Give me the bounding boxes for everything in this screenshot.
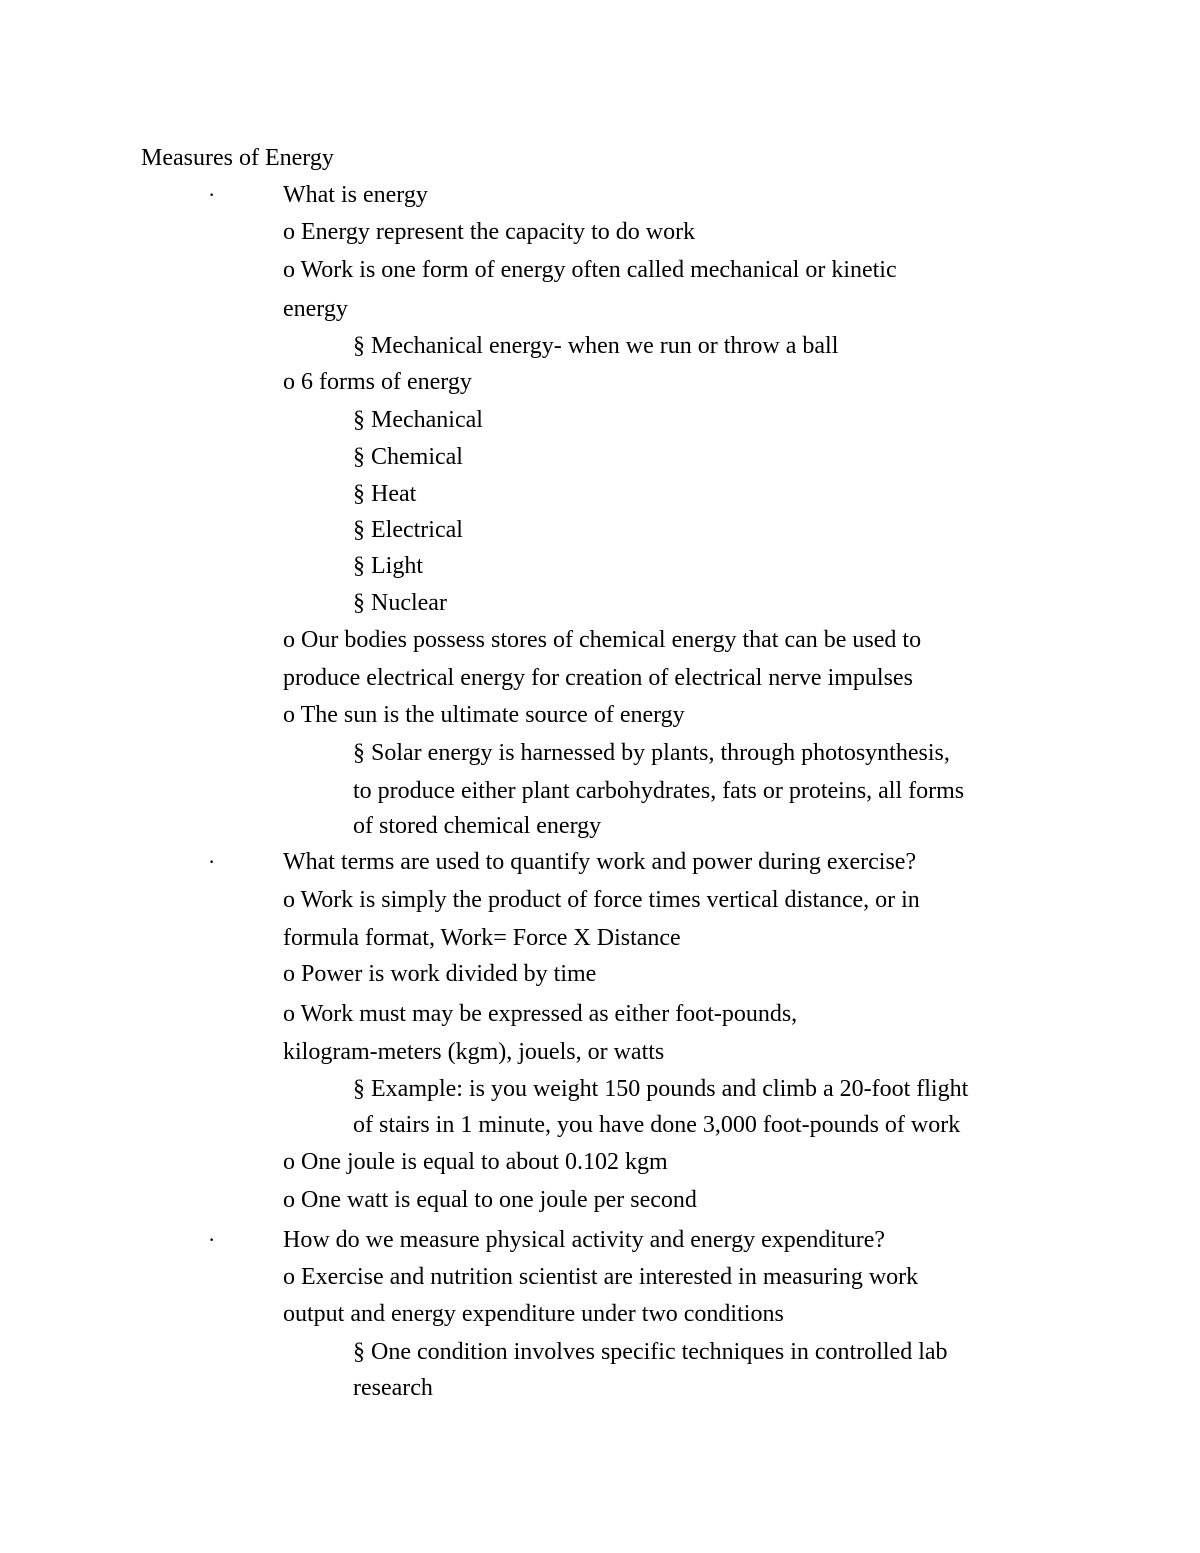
outline-item: § Electrical	[353, 517, 463, 543]
outline-item: energy	[283, 296, 348, 322]
page-title: Measures of Energy	[141, 145, 334, 171]
outline-item: o One joule is equal to about 0.102 kgm	[283, 1149, 668, 1175]
outline-item: § Light	[353, 553, 423, 579]
outline-item: research	[353, 1375, 433, 1401]
outline-item: kilogram-meters (kgm), jouels, or watts	[283, 1039, 665, 1065]
outline-item: o Power is work divided by time	[283, 961, 597, 987]
outline-item: How do we measure physical activity and energy expenditure?	[283, 1227, 886, 1253]
outline-item: § Mechanical	[353, 407, 483, 433]
outline-item: formula format, Work= Force X Distance	[283, 925, 681, 951]
outline-item: o Exercise and nutrition scientist are interested in measuring work	[283, 1264, 919, 1290]
outline-item: o One watt is equal to one joule per second	[283, 1187, 697, 1213]
outline-item: o Energy represent the capacity to do work	[283, 219, 696, 245]
bullet-marker: ·	[208, 182, 216, 207]
outline-item: § Nuclear	[353, 590, 447, 616]
outline-item: o Work is one form of energy often called mechanical or kinetic	[283, 257, 897, 283]
outline-item: of stairs in 1 minute, you have done 3,000 foot-pounds of work	[353, 1112, 961, 1138]
bullet-marker: ·	[208, 849, 216, 874]
bullet-marker: ·	[208, 1227, 216, 1252]
outline-item: What is energy	[283, 182, 428, 208]
outline-item: of stored chemical energy	[353, 813, 602, 839]
outline-item: output and energy expenditure under two conditions	[283, 1301, 784, 1327]
outline-item: produce electrical energy for creation of electrical nerve impulses	[283, 665, 913, 691]
outline-item: to produce either plant carbohydrates, fats or proteins, all forms	[353, 778, 965, 804]
outline-item: o Work must may be expressed as either foot-pounds,	[283, 1001, 798, 1027]
outline-item: § One condition involves specific techniques in controlled lab	[353, 1339, 948, 1365]
outline-item: o Work is simply the product of force times vertical distance, or in	[283, 887, 920, 913]
outline-item: § Example: is you weight 150 pounds and climb a 20-foot flight	[353, 1076, 969, 1102]
outline-item: What terms are used to quantify work and power during exercise?	[283, 849, 917, 875]
outline-item: § Solar energy is harnessed by plants, through photosynthesis,	[353, 740, 950, 766]
outline-item: § Mechanical energy- when we run or throw a ball	[353, 333, 839, 359]
outline-item: § Chemical	[353, 444, 463, 470]
outline-item: o Our bodies possess stores of chemical energy that can be used to	[283, 627, 922, 653]
outline-item: o 6 forms of energy	[283, 369, 472, 395]
outline-item: o The sun is the ultimate source of energy	[283, 702, 685, 728]
outline-item: § Heat	[353, 481, 417, 507]
